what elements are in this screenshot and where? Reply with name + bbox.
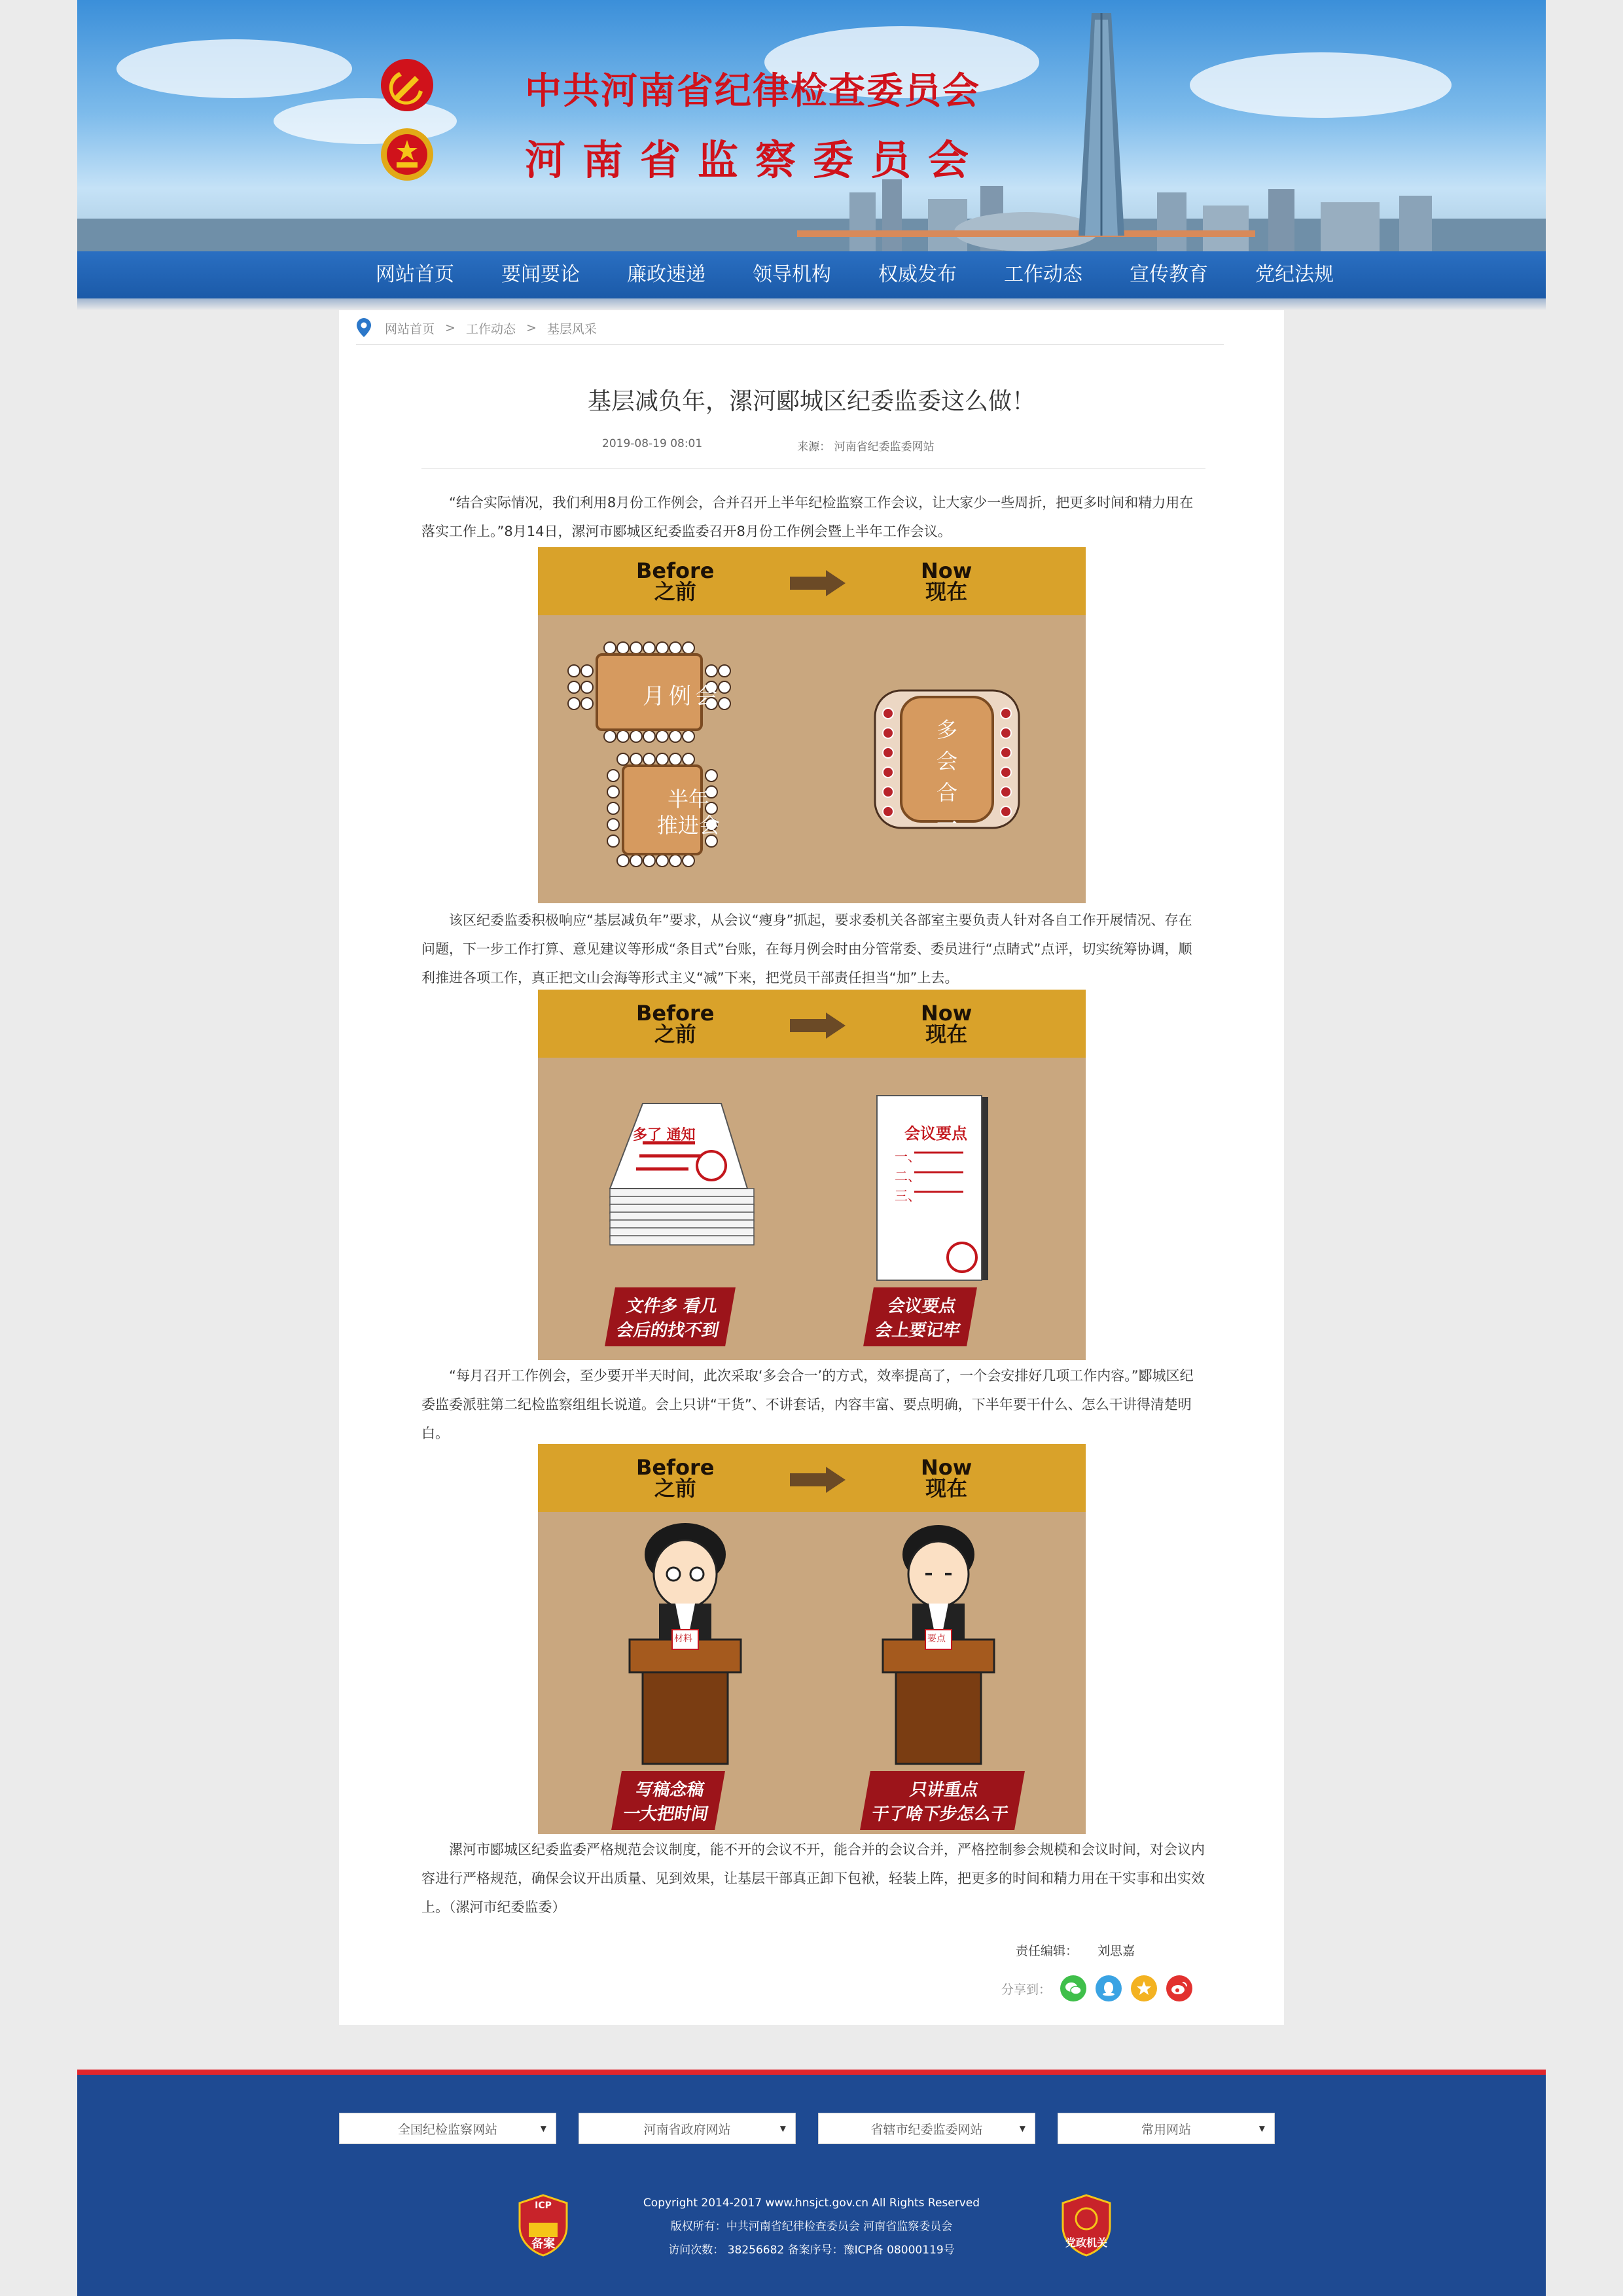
- meeting-tables-drawing: [538, 615, 1086, 903]
- site-footer: [77, 2075, 1546, 2296]
- wechat-share-icon[interactable]: [1060, 1975, 1086, 2001]
- dropdown-caret-icon: ▼: [779, 2124, 786, 2133]
- weibo-share-icon[interactable]: [1166, 1975, 1192, 2001]
- main-navigation: [77, 251, 1546, 298]
- header-title-line1: 中共河南省纪律检查委员会: [525, 70, 980, 113]
- article-paragraph-1: “结合实际情况，我们利用8月份工作例会，合并召开上半年纪检监察工作会议，让大家少一些周折，把更多时间和精力用在落实工作上。”8月14日，漯河市郾城区纪委监委召开8月份工作例会暨上半年工作会议。: [421, 495, 1194, 539]
- editor-label: 责任编辑：: [1016, 1944, 1079, 1958]
- caption-now: 会议要点 会上要记牢: [863, 1287, 977, 1346]
- nav-item-news[interactable]: 要闻要论: [501, 263, 580, 286]
- doc-left-label: 多了 通知: [633, 1127, 696, 1143]
- illustration-speeches: [538, 1444, 1086, 1834]
- owner-text: 版权所有：中共河南省纪律检查委员会 河南省监察委员会: [670, 2220, 953, 2233]
- article-meta: [602, 437, 935, 454]
- doc-right-title: 会议要点: [904, 1124, 967, 1143]
- nav-item-education[interactable]: 宣传教育: [1130, 263, 1208, 286]
- before-label: Before 之前: [636, 1001, 715, 1047]
- article-paragraph-4: 漯河市郾城区纪委监委严格规范会议制度，能不开的会议不开，能合并的会议合并，严格控制参会规模和会议时间，对会议内容进行严格规范，确保会议开出质量、见到效果，让基层干部真正卸下包袱，轻装上阵，把更多的时间和精力用在干实事和出实效上。（漯河市纪委监委）: [421, 1842, 1205, 1915]
- before-label: Before 之前: [636, 558, 715, 604]
- tower-image: [1065, 13, 1137, 242]
- now-label: Now 现在: [921, 558, 972, 604]
- breadcrumb-current[interactable]: 基层风采: [546, 321, 597, 336]
- breadcrumb-home[interactable]: 网站首页: [385, 321, 435, 336]
- nav-item-releases[interactable]: 权威发布: [878, 263, 957, 286]
- copyright-text: Copyright 2014-2017 www.hnsjct.gov.cn All Rights Reserved: [643, 2197, 980, 2210]
- table-label-merged: 多会合一: [936, 717, 957, 836]
- illustration-header-band: [538, 547, 1086, 615]
- paper-right-label: 要点: [927, 1634, 946, 1644]
- party-emblem-icon: [380, 58, 435, 113]
- illustration-header-band: [538, 1444, 1086, 1512]
- nav-item-home[interactable]: 网站首页: [376, 263, 454, 286]
- header-title-line2: 河南省监察委员会: [525, 136, 986, 184]
- qzone-share-icon[interactable]: [1131, 1975, 1157, 2001]
- article-paragraph-2: 该区纪委监委积极响应“基层减负年”要求，从会议“瘦身”抓起，要求委机关各部室主要负责人针对各自工作开展情况、存在问题，下一步工作打算、意见建议等形成“条目式”台账，在每月例会时由分管常委、委员进行“点睛式”点评，切实统筹协调，顺利推进各项工作，真正把文山会海等形式主义“减”下来，把党员干部责任担当“加”上去。: [421, 912, 1192, 986]
- table-label-monthly: 月例会: [643, 683, 721, 709]
- article-paragraph-3: “每月召开工作例会，至少要开半天时间，此次采取‘多会合一’的方式，效率提高了，一个会安排好几项工作内容。”郾城区纪委监委派驻第二纪检监察组组长说道。会上只讲“干货”、不讲套话，内容丰富、要点明确，下半年要干什么、怎么干讲得清楚明白。: [421, 1368, 1194, 1441]
- paper-left-label: 材料: [674, 1634, 692, 1644]
- share-label: 分享到：: [1001, 1982, 1052, 1997]
- gov-agency-badge[interactable]: [1060, 2194, 1113, 2257]
- breadcrumb: [356, 313, 597, 343]
- right-arrow-icon: [790, 1467, 846, 1493]
- select-city-sites[interactable]: 省辖市纪委监委网站 ▼: [818, 2113, 1035, 2144]
- illustration-merge-meetings: [538, 547, 1086, 903]
- select-common-sites[interactable]: 常用网站 ▼: [1058, 2113, 1275, 2144]
- cloud-decoration: [1190, 52, 1452, 118]
- doc-right-items: 一、 二、 三、: [895, 1149, 921, 1204]
- icp-badge-text: 备案: [531, 2237, 555, 2251]
- dropdown-caret-icon: ▼: [1019, 2124, 1026, 2133]
- right-arrow-icon: [790, 1013, 846, 1039]
- site-header-banner: [77, 0, 1546, 251]
- dropdown-caret-icon: ▼: [540, 2124, 546, 2133]
- visits-text: 访问次数： 38256682 备案序号：豫ICP备 08000119号: [668, 2244, 955, 2257]
- nav-item-work-updates[interactable]: 工作动态: [1004, 263, 1082, 286]
- footer-top-border: [77, 2070, 1546, 2075]
- caption-before: 文件多 看几 会后的找不到: [605, 1287, 736, 1346]
- editor-name: 刘思嘉: [1097, 1944, 1135, 1958]
- now-label: Now 现在: [921, 1001, 972, 1047]
- illustration-header-band: [538, 990, 1086, 1058]
- nav-item-leadership[interactable]: 领导机构: [753, 263, 831, 286]
- table-label-halfyear: 半年 推进会: [656, 787, 720, 838]
- dropdown-caret-icon: ▼: [1258, 2124, 1265, 2133]
- breadcrumb-separator: >: [445, 321, 455, 335]
- gov-badge-text: 党政机关: [1065, 2236, 1107, 2249]
- title-divider: [421, 468, 1205, 469]
- article-title: 基层减负年，漯河郾城区纪委监委这么做！: [587, 388, 1035, 415]
- illustration-documents: [538, 990, 1086, 1360]
- article-source: 来源： 河南省纪委监委网站: [797, 440, 935, 454]
- select-national-sites[interactable]: 全国纪检监察网站 ▼: [339, 2113, 556, 2144]
- responsible-editor: [1016, 1941, 1135, 1959]
- before-label: Before 之前: [636, 1455, 715, 1501]
- icp-badge-top: ICP: [535, 2200, 552, 2211]
- article-date: 2019-08-19 08:01: [602, 437, 703, 450]
- caption-before: 写稿念稿 一大把时间: [611, 1771, 725, 1830]
- location-pin-icon: [356, 318, 372, 338]
- now-label: Now 现在: [921, 1455, 972, 1501]
- share-bar: [1001, 1975, 1192, 2001]
- caption-now: 只讲重点 干了啥下步怎么干: [860, 1771, 1025, 1830]
- national-emblem-icon: [380, 126, 435, 186]
- nav-item-regulations[interactable]: 党纪法规: [1255, 263, 1334, 286]
- breadcrumb-work-updates[interactable]: 工作动态: [465, 321, 516, 336]
- qq-share-icon[interactable]: [1096, 1975, 1122, 2001]
- breadcrumb-divider: [356, 344, 1224, 345]
- cloud-decoration: [116, 39, 352, 98]
- nav-shadow: [77, 298, 1546, 310]
- select-province-gov-sites[interactable]: 河南省政府网站 ▼: [579, 2113, 796, 2144]
- breadcrumb-separator: >: [526, 321, 537, 335]
- right-arrow-icon: [790, 570, 846, 596]
- icp-badge[interactable]: [517, 2194, 569, 2257]
- nav-item-integrity[interactable]: 廉政速递: [627, 263, 705, 286]
